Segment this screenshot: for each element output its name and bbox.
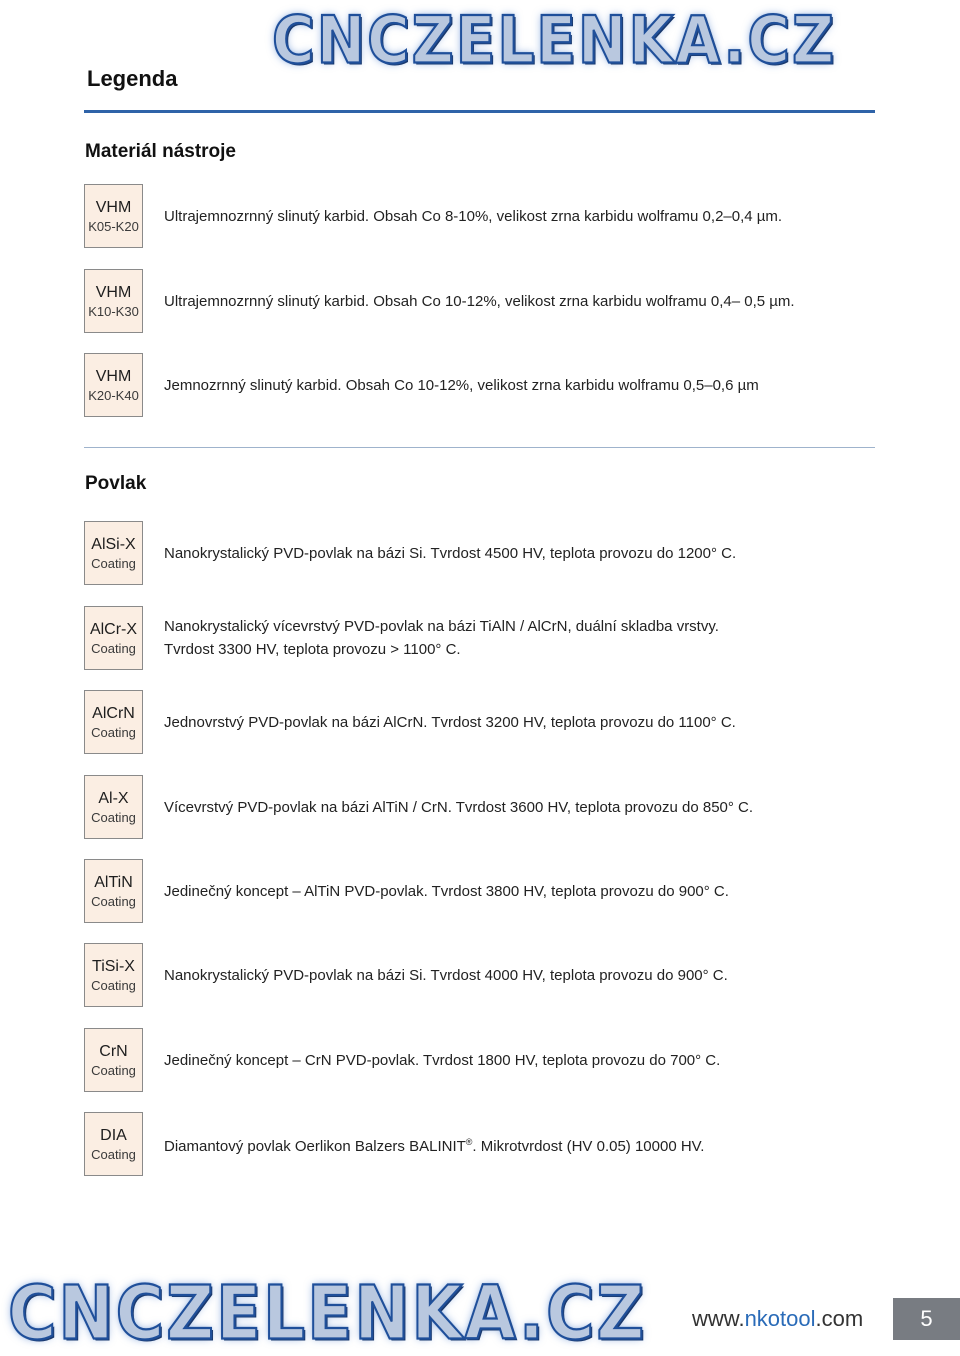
badge-code: AlCrN [92,704,135,722]
coating-badge [84,521,143,585]
page-title: Legenda [87,66,178,91]
item-description: Jednovrstvý PVD-povlak na bázi AlCrN. Tvrdost 3200 HV, teplota provozu do 1100° C. [164,713,736,731]
badge-label: Coating [91,809,136,825]
badge-label: Coating [91,724,136,740]
item-description: Diamantový povlak Oerlikon Balzers BALINIT®. Mikrotvrdost (HV 0.05) 10000 HV. [164,1136,705,1155]
item-description: Vícevrstvý PVD-povlak na bázi AlTiN / CrN. Tvrdost 3600 HV, teplota provozu do 850° C. [164,798,754,816]
badge-grade: K05-K20 [88,218,139,234]
badge-code: AlCr-X [89,620,138,638]
badge-code: TiSi-X [92,957,135,975]
badge-code: AlTiN [94,873,133,891]
section-title-coating: Povlak [85,473,147,494]
coating-badge [84,859,143,923]
coating-badge [84,606,143,670]
material-badge [84,184,143,248]
item-description: Nanokrystalický vícevrstvý PVD-povlak na bázi TiAlN / AlCrN, duální skladba vrstvy. Tvrdost 3300 HV, teplota provozu > 1100° C. [164,618,719,658]
section-divider [84,447,875,448]
badge-label: Coating [91,977,136,993]
page-number: 5 [893,1298,960,1340]
item-description: Nanokrystalický PVD-povlak na bázi Si. Tvrdost 4500 HV, teplota provozu do 1200° C. [164,544,737,562]
badge-code: VHM [95,198,132,216]
item-description: Jemnozrnný slinutý karbid. Obsah Co 10-12%, velikost zrna karbidu wolframu 0,5–0,6 µm [164,376,759,394]
header-divider [84,110,875,113]
badge-grade: K10-K30 [88,303,139,319]
badge-label: Coating [91,555,136,571]
legend-item [84,269,884,333]
badge-code: VHM [95,367,132,385]
badge-code: VHM [95,283,132,301]
item-description: Nanokrystalický PVD-povlak na bázi Si. Tvrdost 4000 HV, teplota provozu do 900° C. [164,966,728,984]
badge-label: Coating [91,640,136,656]
brand-logo-top: CNCZELENKA.CZ [272,2,837,79]
badge-label: Coating [91,1062,136,1078]
coating-badge [84,1112,143,1176]
material-badge [84,269,143,333]
legend-item [84,353,884,417]
registered-mark: ® [465,1136,473,1147]
item-description: Ultrajemnozrnný slinutý karbid. Obsah Co 10-12%, velikost zrna karbidu wolframu 0,4– 0,5 µm. [164,292,795,310]
legend-item [84,1112,884,1176]
brand-logo-bottom: CNCZELENKA.CZ [8,1270,647,1356]
badge-code: CrN [99,1042,128,1060]
item-description: Jedinečný koncept – CrN PVD-povlak. Tvrdost 1800 HV, teplota provozu do 700° C. [164,1051,721,1069]
coating-badge [84,775,143,839]
legend-item [84,184,884,248]
legend-item [84,859,884,923]
badge-label: Coating [91,1146,136,1162]
badge-code: Al-X [98,789,129,807]
section-title-material: Materiál nástroje [85,141,236,162]
badge-grade: K20-K40 [88,387,139,403]
legend-item [84,606,884,670]
material-badge [84,353,143,417]
legend-item [84,943,884,1007]
legend-item [84,521,884,585]
legend-item [84,775,884,839]
coating-badge [84,690,143,754]
item-description: Ultrajemnozrnný slinutý karbid. Obsah Co 8-10%, velikost zrna karbidu wolframu 0,2–0,4 µm. [164,207,783,225]
legend-item [84,690,884,754]
coating-badge [84,943,143,1007]
badge-code: DIA [100,1126,127,1144]
item-description: Jedinečný koncept – AlTiN PVD-povlak. Tvrdost 3800 HV, teplota provozu do 900° C. [164,882,729,900]
coating-badge [84,1028,143,1092]
legend-item [84,1028,884,1092]
badge-code: AlSi-X [91,535,136,553]
badge-label: Coating [91,893,136,909]
footer-website-link[interactable]: www.nkotool.com [692,1306,864,1331]
